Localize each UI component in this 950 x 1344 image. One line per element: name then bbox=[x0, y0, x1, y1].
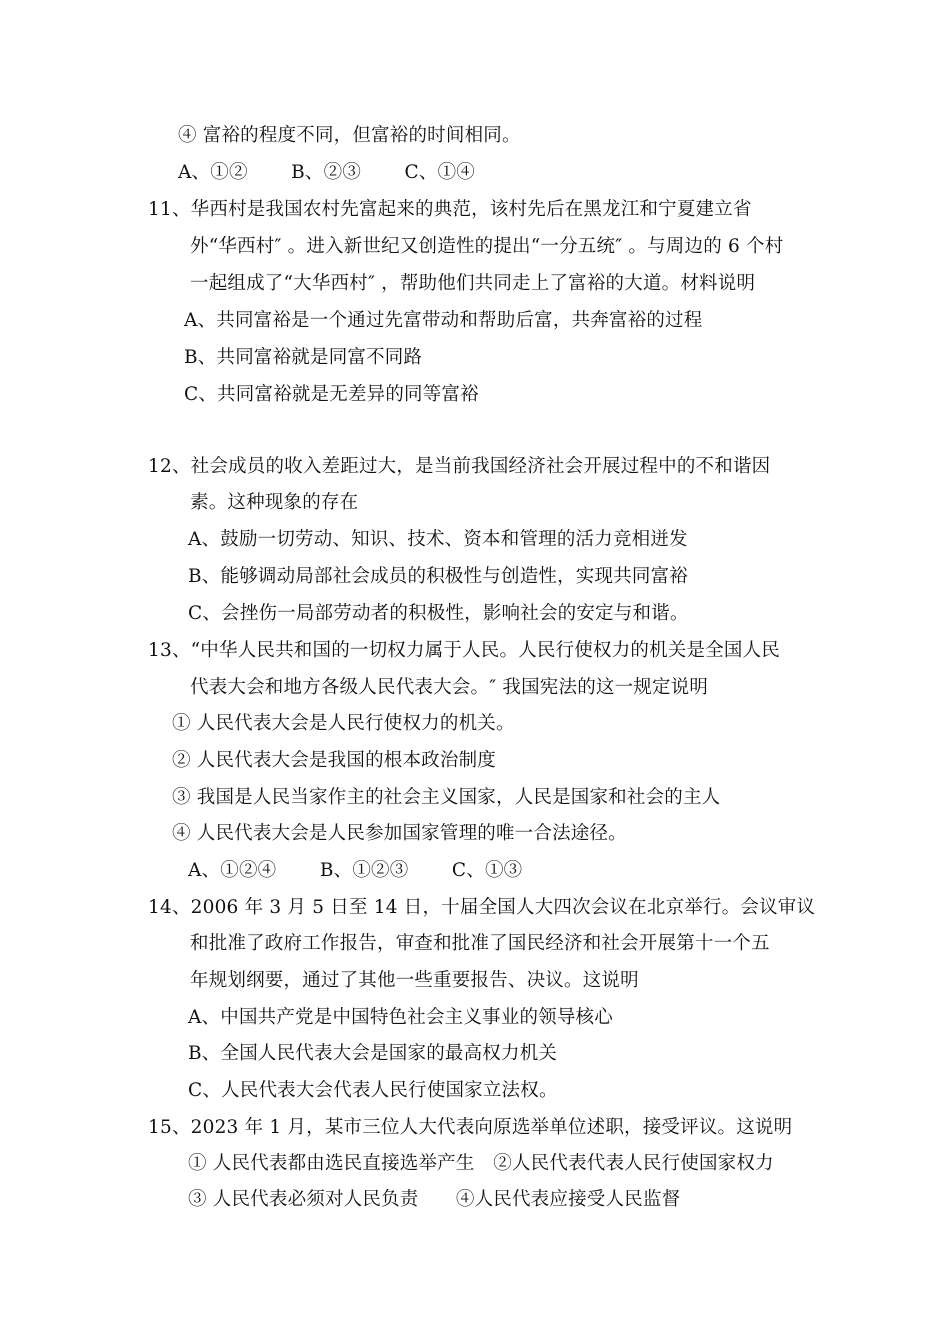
question-14-stem-cont: 年规划纲要，通过了其他一些重要报告、决议。这说明 bbox=[190, 970, 639, 991]
question-11-stem-cont: 外“华西村″ 。进入新世纪又创造性的提出“一分五统″ 。与周边的 6 个村 bbox=[190, 236, 784, 257]
question-13-answer-choices: A、①②④ B、①②③ C、①③ bbox=[188, 860, 523, 881]
question-13-statement-2: ② 人民代表大会是我国的根本政治制度 bbox=[172, 750, 496, 771]
question-11-stem-cont: 一起组成了“大华西村″ ，帮助他们共同走上了富裕的大道。材料说明 bbox=[190, 273, 756, 294]
question-14-option-c: C、人民代表大会代表人民行使国家立法权。 bbox=[188, 1080, 558, 1101]
question-14-option-b: B、全国人民代表大会是国家的最高权力机关 bbox=[188, 1043, 558, 1064]
question-15-statements-3-4: ③ 人民代表必须对人民负责 ④人民代表应接受人民监督 bbox=[188, 1189, 681, 1210]
question-11-stem: 11、华西村是我国农村先富起来的典范，该村先后在黑龙江和宁夏建立省 bbox=[148, 199, 752, 220]
question-11-option-b: B、共同富裕就是同富不同路 bbox=[184, 347, 423, 368]
question-14-stem-cont: 和批准了政府工作报告，审查和批准了国民经济和社会开展第十一个五 bbox=[190, 933, 770, 954]
answer-choices-10: A、①② B、②③ C、①④ bbox=[178, 162, 475, 183]
question-14-option-a: A、中国共产党是中国特色社会主义事业的领导核心 bbox=[188, 1007, 613, 1028]
question-15-stem: 15、2023 年 1 月，某市三位人大代表向原选举单位述职，接受评议。这说明 bbox=[148, 1117, 793, 1138]
question-12-option-a: A、鼓励一切劳动、知识、技术、资本和管理的活力竞相迸发 bbox=[188, 529, 688, 550]
question-13-stem-cont: 代表大会和地方各级人民代表大会。″ 我国宪法的这一规定说明 bbox=[190, 677, 709, 698]
question-13-statement-3: ③ 我国是人民当家作主的社会主义国家，人民是国家和社会的主人 bbox=[172, 787, 721, 808]
question-11-option-a: A、共同富裕是一个通过先富带动和帮助后富，共奔富裕的过程 bbox=[184, 310, 703, 331]
question-12-option-c: C、会挫伤一局部劳动者的积极性，影响社会的安定与和谐。 bbox=[188, 603, 689, 624]
option-line-4: ④ 富裕的程度不同，但富裕的时间相同。 bbox=[178, 125, 521, 146]
question-15-statements-1-2: ① 人民代表都由选民直接选举产生 ②人民代表代表人民行使国家权力 bbox=[188, 1153, 774, 1174]
question-12-stem: 12、社会成员的收入差距过大，是当前我国经济社会开展过程中的不和谐因 bbox=[148, 456, 771, 477]
question-12-stem-cont: 素。这种现象的存在 bbox=[190, 492, 359, 513]
question-11-option-c: C、共同富裕就是无差异的同等富裕 bbox=[184, 384, 479, 405]
question-13-statement-1: ① 人民代表大会是人民行使权力的机关。 bbox=[172, 713, 515, 734]
question-14-stem: 14、2006 年 3 月 5 日至 14 日，十届全国人大四次会议在北京举行。会议审议 bbox=[148, 897, 816, 918]
question-13-stem: 13、“中华人民共和国的一切权力属于人民。人民行使权力的机关是全国人民 bbox=[148, 640, 781, 661]
question-13-statement-4: ④ 人民代表大会是人民参加国家管理的唯一合法途径。 bbox=[172, 823, 627, 844]
question-12-option-b: B、能够调动局部社会成员的积极性与创造性，实现共同富裕 bbox=[188, 566, 688, 587]
